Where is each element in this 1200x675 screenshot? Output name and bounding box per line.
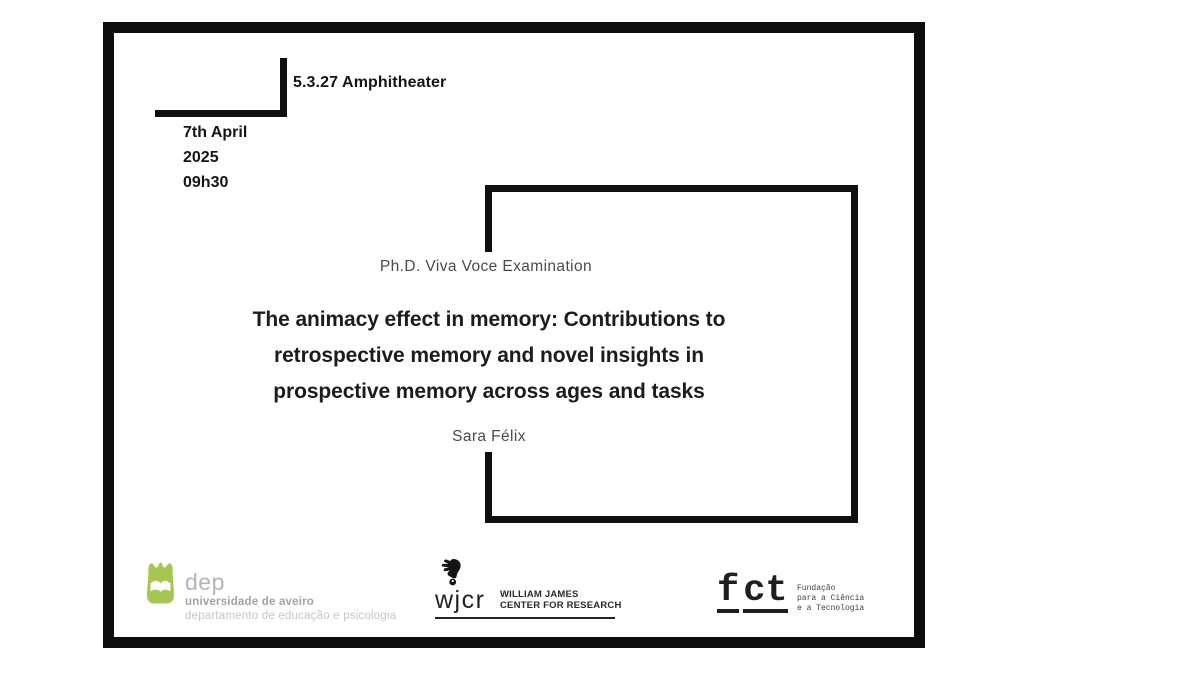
dep-acronym: dep <box>185 569 225 595</box>
wjcr-hand-icon <box>437 557 464 587</box>
fct-letters-ct: ct <box>743 570 788 612</box>
event-type-label: Ph.D. Viva Voce Examination <box>379 258 593 275</box>
inner-box-right-edge <box>851 185 858 523</box>
wjcr-full-name <box>500 590 622 611</box>
date-time: 09h30 <box>183 174 229 191</box>
thesis-title-line1: The animacy effect in memory: Contributions to <box>252 308 726 331</box>
inner-box-left-edge-lower <box>485 452 492 523</box>
date-year: 2025 <box>183 149 219 166</box>
dep-department-name: departamento de educação e psicologia <box>185 609 397 622</box>
event-datetime <box>183 120 247 195</box>
inner-box-bottom-edge <box>485 516 858 523</box>
date-day: 7th April <box>183 124 248 141</box>
university-aveiro-logo-icon <box>140 559 181 605</box>
inner-box-top-edge <box>485 185 858 192</box>
wjcr-name-line1: WILLIAM JAMES <box>500 589 579 600</box>
wjcr-acronym: wjcr <box>435 586 486 614</box>
corner-accent-horizontal-line <box>155 110 287 117</box>
thesis-title-line3: prospective memory across ages and tasks <box>273 380 705 403</box>
dep-logo-text <box>185 571 396 622</box>
fct-name-line1: Fundação <box>797 584 836 593</box>
wjcr-underline <box>435 617 615 619</box>
author-name: Sara Félix <box>452 428 526 445</box>
thesis-title-line2: retrospective memory and novel insights in <box>274 344 704 367</box>
poster-frame <box>103 22 925 648</box>
dep-university-name: universidade de aveiro <box>185 596 315 608</box>
fct-name-line3: e a Tecnologia <box>797 604 865 613</box>
fct-name-line2: para a Ciência <box>797 594 865 603</box>
thesis-title <box>189 302 789 410</box>
corner-accent-vertical-line <box>280 58 287 117</box>
fct-logo-letters <box>717 570 788 613</box>
fct-full-name <box>797 584 864 614</box>
fct-letter-f: f <box>717 570 740 612</box>
wjcr-name-line2: CENTER FOR RESEARCH <box>500 599 622 611</box>
inner-box-left-edge-upper <box>485 185 492 252</box>
venue-text: 5.3.27 Amphitheater <box>293 74 447 91</box>
